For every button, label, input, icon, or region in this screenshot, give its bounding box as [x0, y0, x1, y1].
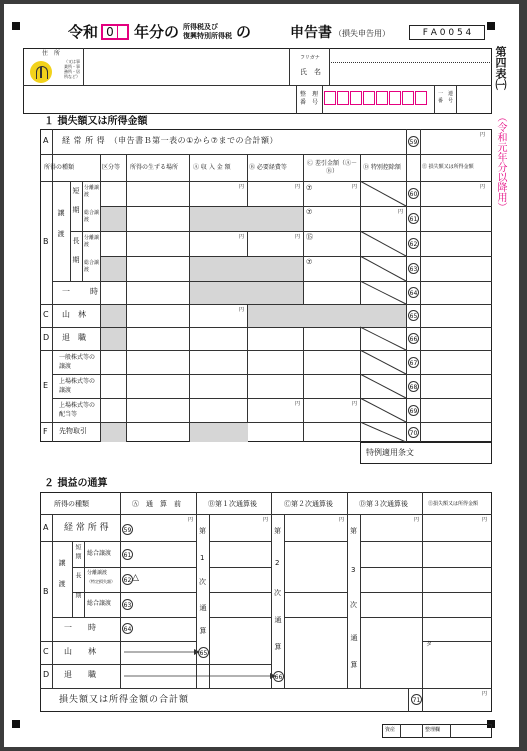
row-b-letter: B	[43, 237, 49, 246]
col-d-header: Ⓓ 特別控除額	[363, 164, 401, 171]
c-mark: ⑦	[306, 258, 313, 266]
seiri-digit-box[interactable]	[363, 91, 375, 105]
corner-mark	[12, 22, 20, 30]
ji-label: 次	[350, 601, 357, 609]
yen-unit: 円	[239, 307, 245, 313]
line-number: 64	[408, 287, 419, 298]
d-column-diagonals	[360, 181, 407, 442]
row-a-letter: A	[43, 136, 49, 145]
tsusan-label: 通算	[199, 604, 207, 650]
line-number: 69	[408, 405, 419, 416]
s2-row-b-letter: B	[43, 587, 49, 596]
col-type-header: 所得の種類	[44, 164, 75, 171]
total-amount[interactable]	[424, 694, 490, 710]
line-number: 65	[198, 647, 209, 658]
s2-tanki-label: 短期	[74, 544, 81, 562]
c-mark: ⑦	[306, 208, 313, 216]
joto-label: 譲渡	[57, 209, 65, 251]
s2-sogo-label-1: 総合譲渡	[87, 550, 112, 557]
address-label: 住 所	[42, 50, 61, 57]
form-title: 申告書	[290, 25, 332, 41]
seiri-digit-box[interactable]	[337, 91, 349, 105]
s2-col-c: Ⓒ第２次通算後	[284, 500, 333, 508]
row-a-amount[interactable]	[422, 138, 490, 152]
line-number: 64	[122, 623, 133, 634]
line-number: 66	[408, 333, 419, 344]
ichiji-label: 一 時	[62, 287, 104, 296]
tax-line1: 所得税及び	[183, 23, 218, 31]
dai-label: 第	[199, 527, 206, 535]
col-e-header: Ⓔ 損失額又は所得金額	[422, 164, 474, 170]
yen-unit: 円	[339, 517, 345, 523]
s2-col-type: 所得の種類	[54, 500, 89, 508]
row-d-letter: D	[43, 333, 50, 342]
s2-col-e: Ⓔ損失額又は所得金額	[428, 501, 479, 507]
yen-unit: 円	[239, 184, 245, 190]
yen-unit: 円	[414, 517, 420, 523]
yen-unit: 円	[295, 184, 301, 190]
form-subtitle: （損失申告用）	[334, 29, 390, 38]
sogo-label-2: 総合譲渡	[84, 260, 100, 273]
form-code: F A 0 0 5 4	[409, 25, 485, 40]
name-field[interactable]	[331, 65, 489, 83]
seiri-digit-box[interactable]	[324, 91, 336, 105]
s2-taishoku-label: 退 職	[64, 670, 96, 679]
line-number: 60	[408, 188, 419, 199]
yen-unit: 円	[352, 184, 358, 190]
yen-unit: 円	[188, 517, 194, 523]
line-number: 70	[408, 427, 419, 438]
tax-form-page	[4, 4, 519, 747]
sogo-label-1: 総合譲渡	[84, 210, 100, 223]
c-mark: ⑦	[306, 184, 313, 192]
s2-col-d: Ⓓ第３次通算後	[359, 500, 408, 508]
col-b-header: Ⓑ 必要経費等	[249, 164, 287, 171]
yen-unit: 円	[482, 517, 488, 523]
sanrin-label: 山 林	[62, 310, 86, 319]
ichiren-label: 一 連番 号	[438, 91, 454, 104]
dai-label: 第	[274, 527, 281, 535]
s2-choki-label: 長期	[74, 572, 81, 612]
s2-joto-label: 譲渡	[58, 559, 66, 601]
yen-unit: 円	[398, 209, 404, 215]
sakimono-label: 先物取引	[59, 427, 87, 435]
corner-mark	[487, 22, 495, 30]
yen-unit: 円	[239, 234, 245, 240]
col-kubun-header: 区分等	[102, 164, 121, 171]
seiri-label: 整 理番 号	[300, 91, 319, 106]
tsusan-label: 通算	[350, 634, 358, 688]
marker-icon	[30, 61, 52, 83]
line-number: 71	[411, 694, 422, 705]
line-number: 68	[408, 381, 419, 392]
line-number: 62	[408, 238, 419, 249]
corner-mark	[12, 720, 20, 728]
carry-arrows	[120, 644, 360, 684]
yen-unit: 円	[352, 401, 358, 407]
bunri-label-1: 分離譲渡	[84, 185, 100, 198]
yen-unit: 円	[295, 234, 301, 240]
choki-label: 長期	[72, 237, 80, 275]
seiri-digit-box[interactable]	[376, 91, 388, 105]
col-a-header: Ⓐ 収 入 金 額	[193, 164, 231, 171]
section2-title: ２ 損益の通算	[44, 478, 108, 489]
col-c-header: Ⓒ 差引金額（Ⓐ－Ⓑ）	[307, 160, 357, 175]
line-number: 65	[408, 310, 419, 321]
s2-ichiji-label: 一 時	[64, 623, 96, 632]
e-row1-label: 一般株式等の譲渡	[59, 354, 96, 370]
era-label: 令和	[68, 23, 99, 41]
s2-col-a: Ⓐ 通 算 前	[132, 500, 181, 508]
yen-unit: 円	[480, 184, 486, 190]
page-label: 第四表㈠	[494, 46, 507, 90]
line-number: 67	[408, 357, 419, 368]
triangle-mark: △	[132, 573, 139, 583]
c-mark: ⑮	[306, 233, 313, 241]
row-e-letter: E	[43, 381, 49, 390]
tanki-label: 短期	[72, 187, 80, 225]
total-label: 損失額又は所得金額の合計額	[59, 695, 190, 705]
seiri-digit-box[interactable]	[389, 91, 401, 105]
s2-row-d-letter: D	[43, 670, 50, 679]
no-label: の	[236, 23, 252, 41]
year-suffix: 年分の	[134, 23, 180, 41]
line-number: 66	[273, 671, 284, 682]
tokurei-label: 特例適用条文	[366, 448, 414, 457]
footer-col2: 整理欄	[425, 727, 441, 733]
s2-col-b: Ⓑ第１次通算後	[208, 500, 257, 508]
n1-label: 1	[200, 554, 205, 562]
ta-mark: タ	[426, 641, 433, 648]
row-f-letter: F	[43, 427, 48, 436]
s2-bunri-a: 分離譲渡	[87, 570, 108, 576]
line-number: 59	[408, 136, 419, 147]
s2-sogo-label-2: 総合譲渡	[87, 600, 112, 607]
e-row3-label: 上場株式等の配当等	[59, 402, 96, 418]
year-input[interactable]: 0	[101, 24, 129, 40]
s2-row-c-letter: C	[43, 647, 49, 656]
yen-unit: 円	[480, 132, 486, 138]
line-number: 61	[408, 213, 419, 224]
tsusan-label: 通算	[274, 616, 282, 670]
line-number: 63	[122, 599, 133, 610]
row-a-label: 経 常 所 得 （申告書Ｂ第一表の①から⑦までの合計額）	[62, 136, 278, 145]
seiri-digit-box[interactable]	[350, 91, 362, 105]
ji-label: 次	[199, 578, 206, 586]
yen-unit: 円	[482, 691, 488, 697]
tax-line2: 復興特別所得税	[183, 32, 232, 40]
col-place-header: 所得の生ずる場所	[130, 164, 179, 171]
dai-label: 第	[350, 527, 357, 535]
s2-keijo-label: 経 常 所 得	[64, 523, 109, 533]
line-number: 63	[408, 263, 419, 274]
seiri-number-field[interactable]	[324, 91, 430, 105]
footer-col1: 資産	[385, 727, 396, 733]
yen-unit: 円	[263, 517, 269, 523]
yen-unit: 円	[295, 401, 301, 407]
furigana-field[interactable]	[331, 51, 489, 61]
n2-label: 2	[275, 559, 280, 567]
seiri-digit-box[interactable]	[415, 91, 427, 105]
s2-row-a-letter: A	[43, 523, 49, 532]
ji-label: 次	[274, 589, 281, 597]
furigana-label: フリガナ	[300, 55, 320, 61]
address-sub: （又は事業所・事務所・居所など）	[64, 59, 80, 79]
seiri-digit-box[interactable]	[402, 91, 414, 105]
name-label: 氏 名	[300, 68, 321, 76]
line-number: 62	[122, 574, 133, 585]
section1-title: １ 損失額又は所得金額	[44, 116, 148, 127]
page-note: （令和元年分以降用）	[495, 112, 506, 212]
taishoku-label: 退 職	[62, 333, 86, 342]
bunri-label-2: 分離譲渡	[84, 235, 100, 248]
e-row2-label: 上場株式等の譲渡	[59, 378, 96, 394]
s2-bunri-b: （特定損失額）	[87, 579, 115, 584]
line-number: 59	[122, 524, 133, 535]
row-c-letter: C	[43, 310, 49, 319]
s2-sanrin-label: 山 林	[64, 647, 96, 656]
n3-label: 3	[351, 566, 356, 574]
line-number: 61	[122, 549, 133, 560]
